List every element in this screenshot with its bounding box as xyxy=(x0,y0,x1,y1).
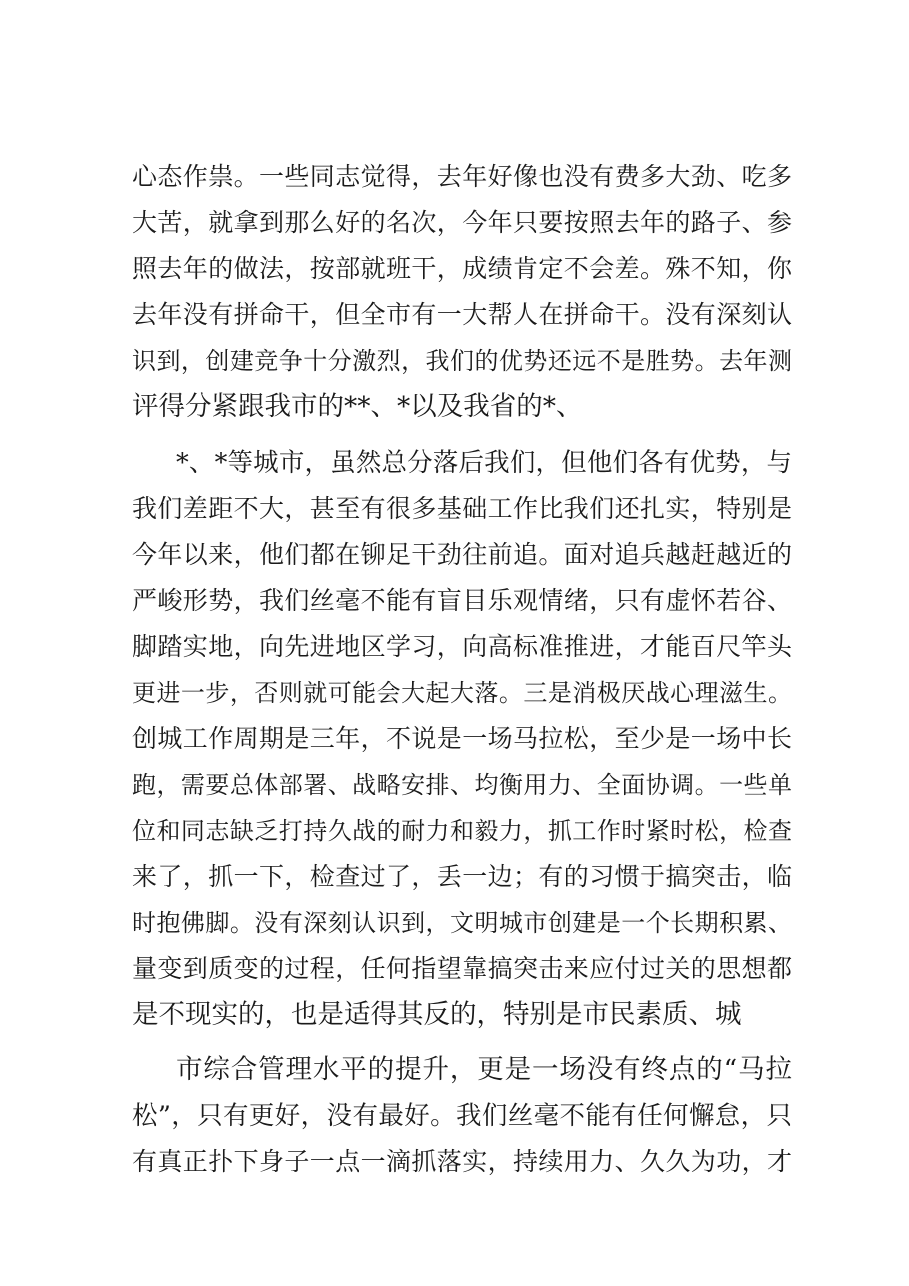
text-line: 市综合管理水平的提升，更是一场没有终点的“马拉 xyxy=(176,1055,792,1085)
text-line: 有真正扑下身子一点一滴抓落实，持续用力、久久为功，才 xyxy=(132,1147,792,1176)
text-line: 我们差距不大，甚至有很多基础工作比我们还扎实，特别是 xyxy=(132,494,792,523)
text-line: 跑，需要总体部署、战略安排、均衡用力、全面协调。一些单 xyxy=(132,771,792,799)
text-line: 是不现实的，也是适得其反的，特别是市民素质、城 xyxy=(132,1000,742,1030)
text-line: 创城工作周期是三年，不说是一场马拉松，至少是一场中长 xyxy=(132,724,792,753)
text-line: 来了，抓一下，检查过了，丢一边；有的习惯于搞突击，临 xyxy=(132,862,792,891)
text-line: 量变到质变的过程，任何指望靠搞突击来应付过关的思想都 xyxy=(132,954,792,983)
text-line: 大苦，就拿到那么好的名次，今年只要按照去年的路子、参 xyxy=(132,208,792,237)
text-line: *、*等城市，虽然总分落后我们，但他们各有优势，与 xyxy=(176,448,792,478)
text-line: 时抱佛脚。没有深刻认识到，文明城市创建是一个长期积累、 xyxy=(132,909,792,937)
text-line: 位和同志缺乏打持久战的耐力和毅力，抓工作时紧时松，检查 xyxy=(132,817,792,845)
text-line: 识到，创建竞争十分激烈，我们的优势还远不是胜势。去年测 xyxy=(132,347,792,375)
text-line: 去年没有拼命干，但全市有一大帮人在拼命干。没有深刻认 xyxy=(132,300,792,329)
text-line: 心态作祟。一些同志觉得，去年好像也没有费多大劲、吃多 xyxy=(132,162,792,191)
text-line: 更进一步，否则就可能会大起大落。三是消极厌战心理滋生。 xyxy=(132,679,792,707)
text-line: 今年以来，他们都在铆足干劲往前追。面对追兵越赶越近的 xyxy=(132,540,792,569)
text-line: 评得分紧跟我市的**、*以及我省的*、 xyxy=(132,392,583,422)
text-line: 脚踏实地，向先进地区学习，向高标准推进，才能百尺竿头 xyxy=(132,632,792,661)
text-line: 照去年的做法，按部就班干，成绩肯定不会差。殊不知，你 xyxy=(132,254,792,283)
text-line: 严峻形势，我们丝毫不能有盲目乐观情绪，只有虚怀若谷、 xyxy=(132,586,792,615)
text-line: 松”，只有更好，没有最好。我们丝毫不能有任何懈怠，只 xyxy=(132,1101,792,1131)
